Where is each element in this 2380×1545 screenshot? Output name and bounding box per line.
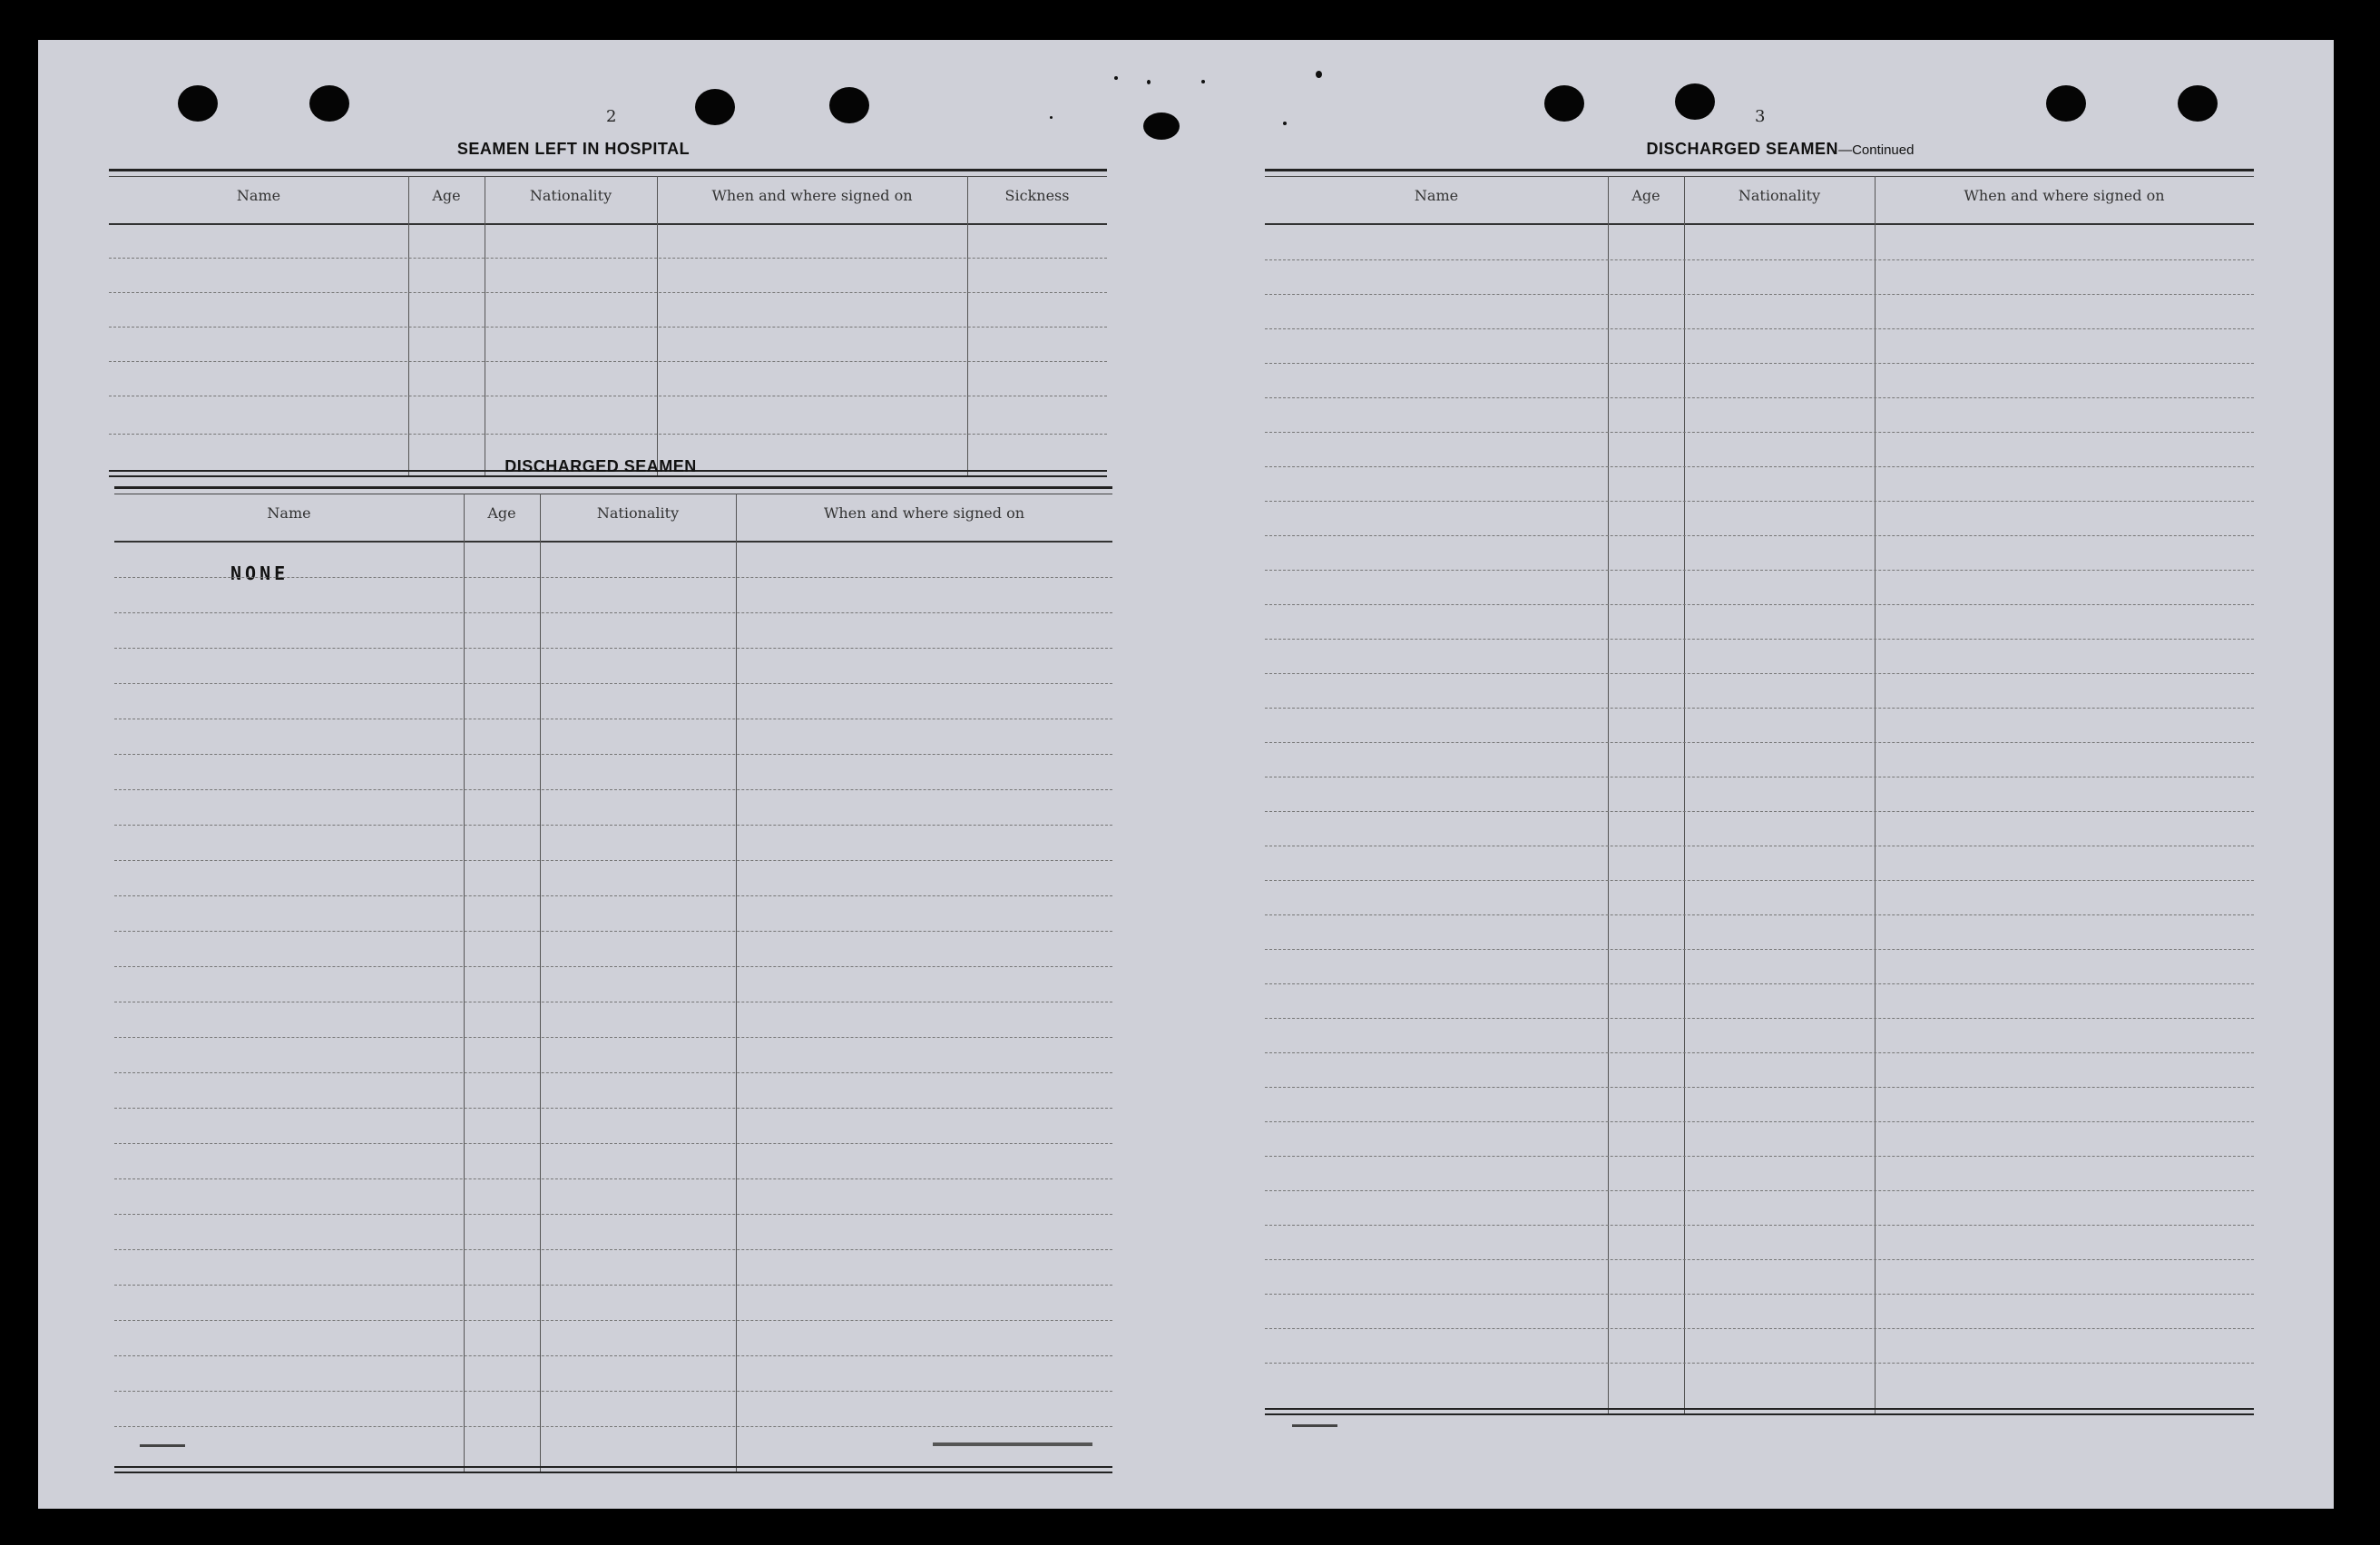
ink-speck bbox=[1201, 80, 1205, 83]
col-header-signed-on: When and where signed on bbox=[711, 187, 913, 204]
discharged-continued-main: DISCHARGED SEAMEN bbox=[1646, 140, 1839, 158]
col-header-nationality: Nationality bbox=[596, 504, 680, 522]
discharged-table-left bbox=[114, 486, 1112, 1475]
col-header-name: Name bbox=[236, 187, 281, 204]
col-header-nationality: Nationality bbox=[1738, 187, 1821, 204]
punch-hole bbox=[2178, 85, 2218, 122]
ink-speck bbox=[1316, 71, 1322, 78]
col-header-sickness: Sickness bbox=[1004, 187, 1070, 204]
col-header-signed-on: When and where signed on bbox=[823, 504, 1025, 522]
printer-imprint bbox=[1292, 1424, 1337, 1427]
punch-hole bbox=[178, 85, 218, 122]
ink-speck bbox=[1283, 122, 1287, 125]
punch-hole bbox=[2046, 85, 2086, 122]
punch-hole bbox=[1675, 83, 1715, 120]
page-number-right: 3 bbox=[1755, 107, 1766, 126]
col-header-name: Name bbox=[1414, 187, 1459, 204]
punch-hole bbox=[1143, 112, 1180, 140]
page-number-left: 2 bbox=[606, 107, 617, 126]
printer-imprint bbox=[140, 1444, 185, 1447]
discharged-continued-suffix: —Continued bbox=[1838, 142, 1915, 158]
punch-hole bbox=[829, 87, 869, 123]
col-header-age: Age bbox=[1631, 187, 1660, 204]
discharged-entry-text: NONE bbox=[230, 562, 289, 584]
hospital-section-title: SEAMEN LEFT IN HOSPITAL bbox=[456, 140, 690, 158]
ink-speck bbox=[1147, 80, 1151, 84]
col-header-age: Age bbox=[487, 504, 516, 522]
discharged-table-right bbox=[1265, 169, 2254, 1457]
printer-imprint bbox=[933, 1442, 1092, 1446]
punch-hole bbox=[309, 85, 349, 122]
punch-hole bbox=[695, 89, 735, 125]
discharged-section-title: DISCHARGED SEAMEN bbox=[504, 457, 697, 475]
ink-speck bbox=[1050, 116, 1053, 119]
col-header-signed-on: When and where signed on bbox=[1964, 187, 2165, 204]
ink-speck bbox=[1114, 76, 1118, 80]
col-header-name: Name bbox=[267, 504, 311, 522]
hospital-table bbox=[109, 169, 1107, 477]
document-sheet bbox=[38, 40, 2334, 1509]
punch-hole bbox=[1544, 85, 1584, 122]
col-header-nationality: Nationality bbox=[529, 187, 612, 204]
col-header-age: Age bbox=[432, 187, 461, 204]
discharged-continued-title bbox=[1544, 140, 2016, 159]
